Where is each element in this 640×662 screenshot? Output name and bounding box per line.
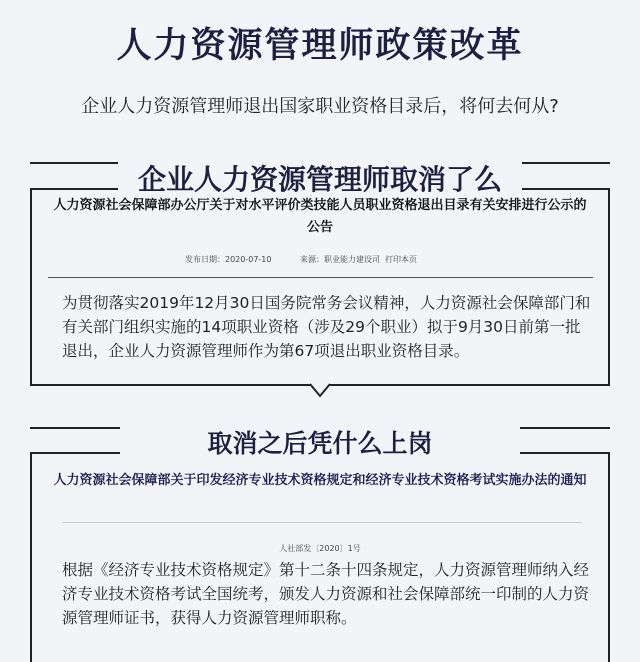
- document-title: 人力资源社会保障部关于印发经济专业技术资格规定和经济专业技术资格考试实施办法的通知: [53, 473, 587, 488]
- box-border: [30, 452, 120, 454]
- arrow-down-icon: [308, 383, 332, 399]
- box-border: [30, 452, 32, 662]
- box-border: [30, 188, 32, 386]
- document-title: 人力资源社会保障部办公厅关于对水平评价类技能人员职业资格退出目录有关安排进行公示的公告: [53, 198, 587, 235]
- print-link[interactable]: 打印本页: [385, 255, 417, 264]
- box-border: [330, 384, 610, 386]
- box-border: [30, 188, 118, 190]
- page-title: 人力资源管理师政策改革: [116, 26, 524, 66]
- section-heading: 取消之后凭什么上岗: [207, 429, 433, 458]
- document-body: 根据《经济专业技术资格规定》第十二条十四条规定，人力资源管理师纳入经济专业技术资格考试全国统考，颁发人力资源和社会保障部统一印制的人力资源管理师证书，获得人力资源管理师职称。: [62, 561, 590, 627]
- box-border: [30, 384, 310, 386]
- box-border: [522, 188, 610, 190]
- box-border: [608, 188, 610, 386]
- box-border: [608, 452, 610, 662]
- source: 来源：职业能力建设司: [300, 255, 380, 264]
- page-subtitle: 企业人力资源管理师退出国家职业资格目录后，将何去何从?: [81, 96, 559, 117]
- separator: [62, 522, 582, 523]
- separator: [48, 277, 593, 278]
- document-body: 为贯彻落实2019年12月30日国务院常务会议精神，人力资源社会保障部门和有关部门组织实施的14项职业资格（涉及29个职业）拟于9月30日前第一批退出，企业人力资源管理师作为第67项退出职业资格目录。: [62, 294, 591, 360]
- publish-date: 发布日期：2020-07-10: [185, 255, 272, 264]
- document-number: 人社部发〔2020〕1号: [279, 544, 361, 553]
- section-heading: 企业人力资源管理师取消了么: [137, 163, 502, 196]
- box-border: [520, 452, 610, 454]
